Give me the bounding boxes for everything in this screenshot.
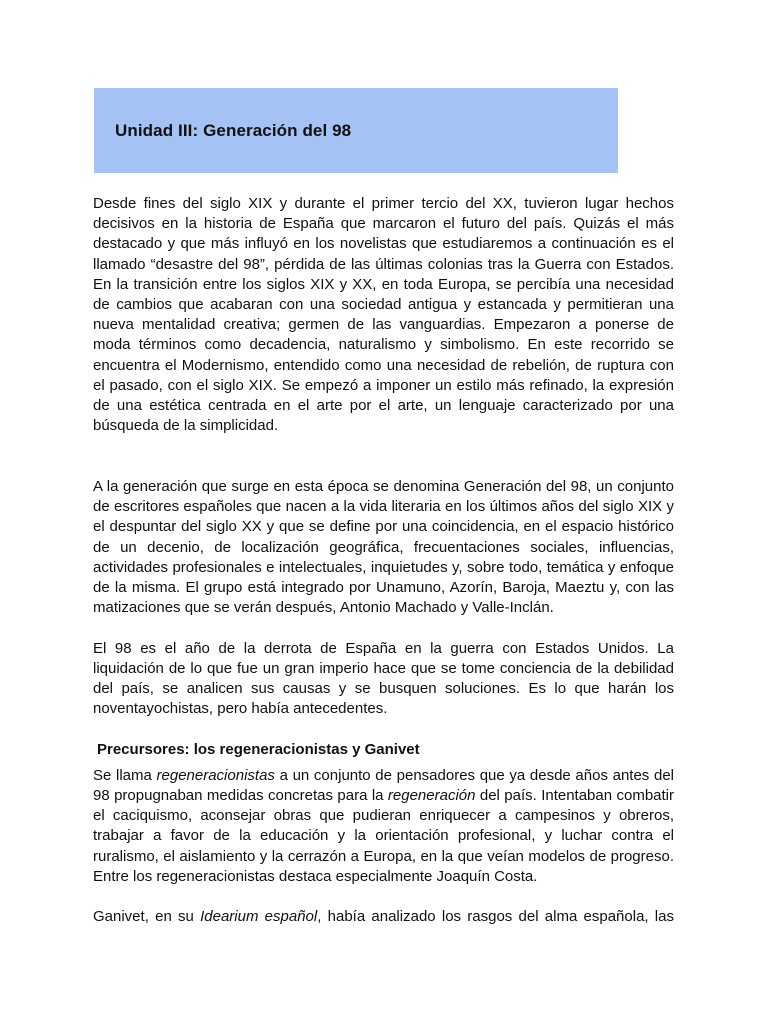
text-run: Ganivet, en su <box>93 907 201 925</box>
text-run: , había analizado los rasgos del alma española, las <box>317 907 674 925</box>
paragraph-ganivet <box>93 907 674 927</box>
title-banner <box>94 88 618 173</box>
paragraph-intro: Desde fines del siglo XIX y durante el primer tercio del XX, tuvieron lugar hechos decisivos en la historia de España que marcaron el futuro del país. Quizás el más destacado y que más influyó en los novelistas que estudiaremos a continuación es el llamado “desastre del 98”, pérdida de las últimas colonias tras la Guerra con Estados. En la transición entre los siglos XIX y XX, en toda Europa, se percibía una necesidad de cambios que acabaran con una sociedad antigua y estancada y permitieran una nueva mentalidad creativa; germen de las vanguardias. Empezaron a ponerse de moda términos como decadencia, naturalismo y simbolismo. En este recorrido se encuentra el Modernismo, entendido como una necesidad de rebelión, de ruptura con el pasado, con el siglo XIX. Se empezó a imponer un estilo más refinado, la expresión de una estética centrada en el arte por el arte, un lenguaje caracterizado por una búsqueda de la simplicidad. <box>93 195 674 435</box>
text-run: del país. Intentaban combatir el caciquismo, aconsejar obras que pudieran enriquecer a campesinos y obreros, trabajar a favor de la educación y la orientación profesional, y luchar contra el ruralismo, el aislamiento y la cerrazón a Europa, en la que veían modelos de progreso. Entre los regeneracionistas destaca especialmente Joaquín Costa. <box>93 786 674 885</box>
page-title: Unidad III: Generación del 98 <box>115 120 352 140</box>
paragraph-regeneracionistas <box>93 766 674 887</box>
emphasis-regeneracion: regeneración <box>387 786 476 804</box>
text-run: a un conjunto de pensadores que ya desde años antes del 98 propugnaban medidas concretas para la <box>93 766 674 804</box>
document-body <box>93 194 674 927</box>
emphasis-idearium: Idearium español <box>200 907 318 925</box>
text-run: Se llama <box>93 766 157 784</box>
emphasis-regeneracionistas: regeneracionistas <box>156 766 275 784</box>
section-heading: Precursores: los regeneracionistas y Ganivet <box>97 740 420 758</box>
paragraph-defeat: El 98 es el año de la derrota de España en la guerra con Estados Unidos. La liquidación de lo que fue un gran imperio hace que se tome conciencia de la debilidad del país, se analicen sus causas y se busquen soluciones. Es lo que harán los noventayochistas, pero había antecedentes. <box>93 639 674 718</box>
paragraph-generation: A la generación que surge en esta época se denomina Generación del 98, un conjunto de escritores españoles que nacen a la vida literaria en los últimos años del siglo XIX y el despuntar del siglo XX y que se define por una coincidencia, en el espacio histórico de un decenio, de localización geográfica, frecuentaciones sociales, influencias, actividades profesionales e intelectuales, inquietudes y, sobre todo, temática y enfoque de la misma. El grupo está integrado por Unamuno, Azorín, Baroja, Maeztu y, con las matizaciones que se verán después, Antonio Machado y Valle-Inclán. <box>93 477 674 617</box>
